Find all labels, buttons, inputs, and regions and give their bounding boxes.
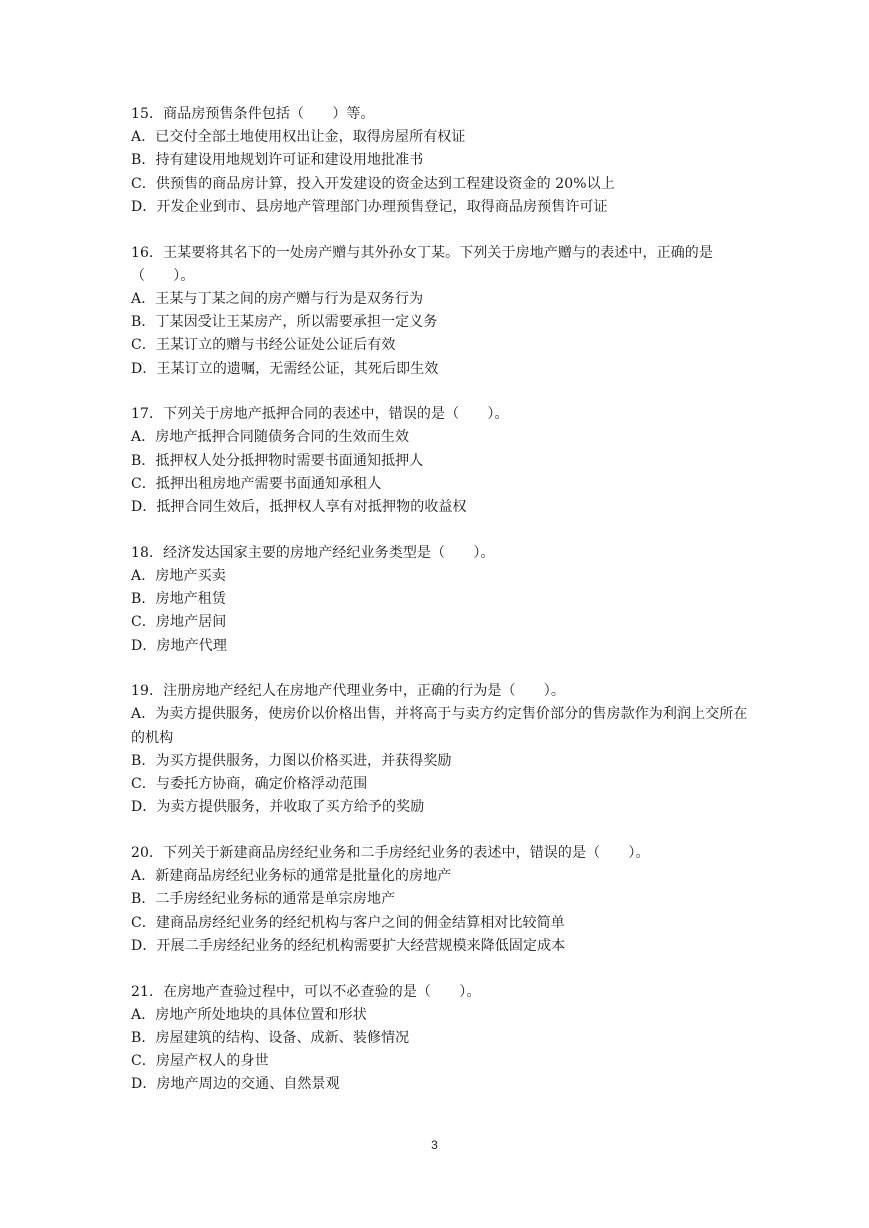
option-d: D．王某订立的遗嘱，无需经公证，其死后即生效 <box>131 360 439 377</box>
option-c: C．房屋产权人的身世 <box>131 1053 269 1070</box>
option-d: D．房地产周边的交通、自然景观 <box>131 1076 340 1093</box>
question-16 <box>131 242 751 381</box>
option-a: A．新建商品房经纪业务标的通常是批量化的房地产 <box>131 868 452 885</box>
option-a: A．房地产买卖 <box>131 567 226 584</box>
question-stem: 21．在房地产查验过程中，可以不必查验的是（ ）。 <box>131 983 481 1000</box>
option-a: A．已交付全部土地使用权出让金，取得房屋所有权证 <box>131 129 466 146</box>
option-d: D．开展二手房经纪业务的经纪机构需要扩大经营规模来降低固定成本 <box>131 937 566 954</box>
question-stem: 17．下列关于房地产抵押合同的表述中，错误的是（ ）。 <box>131 406 509 423</box>
option-a: A．房地产抵押合同随债务合同的生效而生效 <box>131 429 410 446</box>
question-stem: 16．王某要将其名下的一处房产赠与其外孙女丁某。下列关于房地产赠与的表述中，正确的是（ ）。 <box>131 244 714 284</box>
option-d: D．开发企业到市、县房地产管理部门办理预售登记，取得商品房预售许可证 <box>131 198 608 215</box>
page-number: 3 <box>431 1138 438 1152</box>
option-b: B．房屋建筑的结构、设备、成新、装修情况 <box>131 1029 410 1046</box>
option-c: C．王某订立的赠与书经公证处公证后有效 <box>131 337 396 354</box>
option-a: A．王某与丁某之间的房产赠与行为是双务行为 <box>131 290 424 307</box>
question-15 <box>131 103 751 219</box>
option-b: B．抵押权人处分抵押物时需要书面通知抵押人 <box>131 452 424 469</box>
question-18 <box>131 542 751 658</box>
question-stem: 19．注册房地产经纪人在房地产代理业务中，正确的行为是（ ）。 <box>131 683 566 700</box>
question-17 <box>131 403 751 519</box>
option-c: C．抵押出租房地产需要书面通知承租人 <box>131 475 382 492</box>
option-b: B．为买方提供服务，力图以价格买进，并获得奖励 <box>131 752 452 769</box>
option-b: B．二手房经纪业务标的通常是单宗房地产 <box>131 891 396 908</box>
option-b: B．丁某因受让王某房产，所以需要承担一定义务 <box>131 314 438 331</box>
option-c: C．房地产居间 <box>131 614 227 631</box>
question-stem: 18．经济发达国家主要的房地产经纪业务类型是（ ）。 <box>131 544 495 561</box>
option-d: D．房地产代理 <box>131 637 227 654</box>
option-b: B．持有建设用地规划许可证和建设用地批准书 <box>131 152 424 169</box>
option-c: C．与委托方协商，确定价格浮动范围 <box>131 776 368 793</box>
option-d: D．抵押合同生效后，抵押权人享有对抵押物的收益权 <box>131 499 467 516</box>
option-a: A．为卖方提供服务，使房价以价格出售，并将高于与卖方约定售价部分的售房款作为利润上交所在的机构 <box>131 706 748 746</box>
document-page <box>131 103 751 1119</box>
option-a: A．房地产所处地块的具体位置和形状 <box>131 1006 367 1023</box>
question-21 <box>131 981 751 1097</box>
question-stem: 20．下列关于新建商品房经纪业务和二手房经纪业务的表述中，错误的是（ ）。 <box>131 844 650 861</box>
question-stem: 15．商品房预售条件包括（ ）等。 <box>131 106 375 122</box>
option-c: C．建商品房经纪业务的经纪机构与客户之间的佣金结算相对比较简单 <box>131 914 565 931</box>
question-19 <box>131 680 751 819</box>
option-d: D．为卖方提供服务，并收取了买方给予的奖励 <box>131 799 425 816</box>
option-c: C．供预售的商品房计算，投入开发建设的资金达到工程建设资金的 20%以上 <box>131 175 615 192</box>
question-20 <box>131 842 751 958</box>
option-b: B．房地产租赁 <box>131 591 226 608</box>
